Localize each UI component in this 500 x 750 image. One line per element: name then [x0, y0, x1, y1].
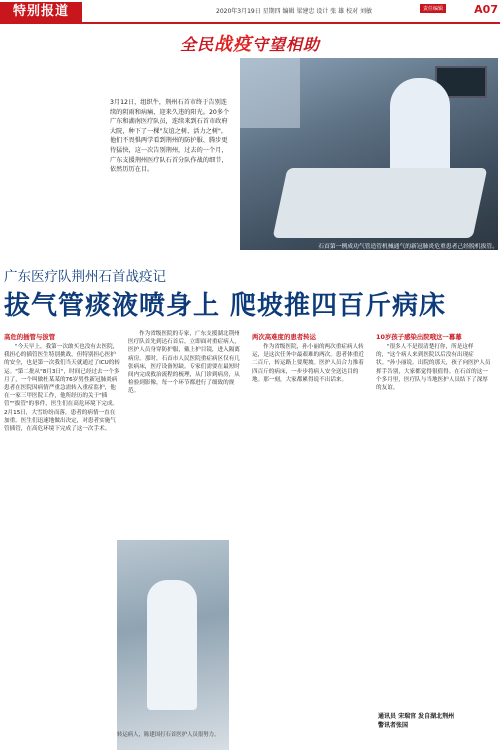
subhead-3: 两次高难度的患者转运: [252, 333, 316, 341]
photo-window: [240, 58, 300, 128]
subhead-4: 10岁孩子感染出院哦这一幕幕: [376, 333, 462, 341]
date-line: 2020年3月19日 星期四 编辑 梁建忠 设计 张 雄 校对 刘敏: [216, 8, 372, 15]
banner-suffix: 守望相助: [252, 35, 321, 54]
banner-big: 战疫: [214, 34, 253, 55]
photo-bed: [273, 168, 488, 238]
article-column-3: [252, 330, 368, 384]
column-text-1: "今天早上，我第一次敢买也没有去医院，我担心的插管医生特别挑战，但特别担心医护的安全，也是第一次我们当天就通过了ICU的转运。"第二批从"8月3日"，时间已经过去一个多月了，一个叫做杜某某的76岁男性新冠肺炎病患者在医院因病情严重急需转入重症监护，他在一家三甲医院工作，他所经历的关于"插管""拔管"的事件，医生们在高危环境下完成。2月15日，大雪纷纷而落，患者的病情一直在加重。医生们迅速地做出决定，对患者实施气管插管，在高危环境下完成了这一次手术。: [4, 344, 120, 433]
section-tab: 特别报道: [0, 2, 82, 22]
byline: [378, 712, 496, 730]
lead-paragraph: 3月12日，组织牛，荆州石首市终于告别连续的阴雨和病痛，迎来久违的阳光。20多个广东和湖南医疗队员，连续来到石首市政府大院，种下了一棵"友谊之树、活力之树"，他们不畏惧两学看到荆州的防护服、腾步更待猛快，这一次告别荆州，过去的一个月，广东支援荆州医疗队石首分队作战的细节，依然历历在目。: [110, 99, 230, 174]
column-photo-caption: 转运病人，陈建国打石首医护人员很努力。: [117, 732, 220, 738]
column-photo: [117, 540, 229, 750]
article-column-2: [128, 330, 244, 530]
page-number: A07: [474, 3, 498, 16]
column-text-2: 作为省级医院的专家，广东支援湖北荆州医疗队首先到达石首后，立即面对重症病人，医护人员身穿防护服，戴上护目镜，进入隔离病房。那时，石首市人民医院重症病区仅有几张病床，医疗设备短缺。专家们需要在最短时间内完成救治流程的梳理，从门诊到病房，从检验到影像，每一个环节都进行了细致的规范。: [128, 331, 240, 395]
editor-tag: 责任编辑: [420, 4, 446, 13]
column-text-3: 作为省级医院，孙小丽的两次重症病人转运，是这次任务中最艰难的两次。患者体重近二百斤，转运路上要爬坡。医护人员合力推着四百斤的病床，一步步将病人安全送达目的地。那一刻，大家都累得说不出话来。: [252, 344, 364, 383]
article-column-1: [4, 330, 120, 433]
main-photo: [240, 58, 498, 250]
campaign-banner: [180, 26, 340, 56]
column-photo-figure: [147, 580, 197, 710]
article-headline: 拔气管痰液喷身上 爬坡推四百斤病床: [4, 291, 447, 321]
header-rule: [0, 22, 500, 24]
page-header: [0, 0, 500, 24]
main-photo-caption: 石首第一例成功气管造管机械通气的新冠肺炎危重患者己经脱机拔管。: [318, 244, 498, 250]
byline-line-2: 警讯者张国: [378, 722, 409, 729]
column-text-4: "很多人不是很清楚打你，所是这样的，"这个病人来到医院以后没有出现症状。"孙小丽说。出院的那天，孩子向医护人员挥手告别，大家都觉得很值得。在石首的这一个多月里，医疗队与当地医护人员结下了深厚的友谊。: [376, 344, 491, 392]
article-body: [4, 330, 496, 746]
subhead-1: 高危的插管与拔管: [4, 333, 56, 341]
byline-line-1: 通讯员 宋瑞官 发自湖北荆州: [378, 713, 455, 720]
article-kicker: 广东医疗队荆州石首战疫记: [4, 269, 166, 285]
banner-prefix: 全民: [180, 35, 215, 54]
banner-text: [180, 30, 320, 56]
article-column-4: [376, 330, 492, 392]
